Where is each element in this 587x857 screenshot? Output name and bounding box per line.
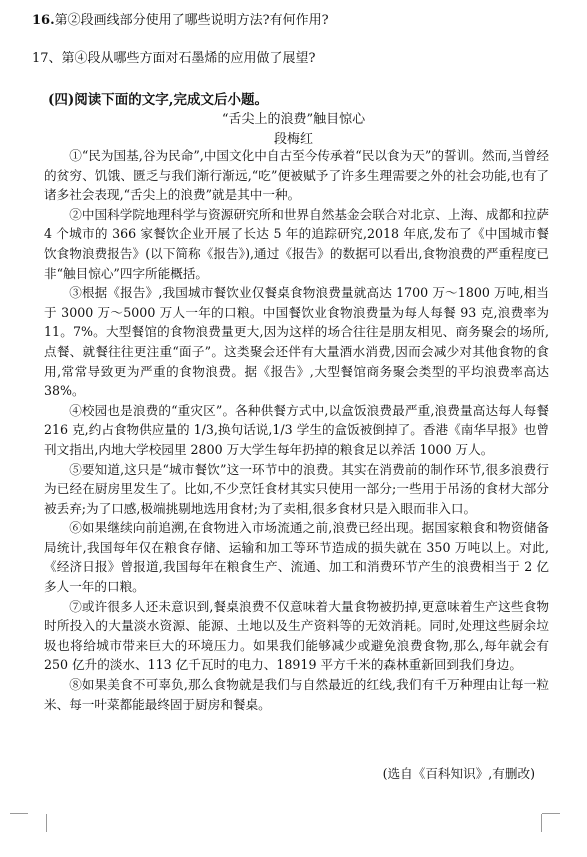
paragraph-5: ⑤要知道,这只是“城市餐饮”这一环节中的浪费。其实在消费前的制作环节,很多浪费行为已经在厨房里发生了。比如,不少烹饪食材其实只使用一部分;一些用于吊汤的食材大部分被丢弃;为了口感,极端挑剔地选用食材;为了卖相,很多食材只是入眼而非入口。 [44,461,549,516]
question-16-number: 16. [32,13,55,28]
section-heading: (四)阅读下面的文字,完成文后小题。 [48,92,268,108]
paragraph-8: ⑧如果美食不可辜负,那么食物就是我们与自然最近的红线,我们有千万种理由让每一粒米、每一叶菜都能最终固于厨房和餐桌。 [44,677,549,712]
question-17: 17、第④段从哪些方面对石墨烯的应用做了展望? [32,51,316,66]
crop-mark-bottom-right-horizontal [542,813,560,815]
article-source: (选自《百科知识》,有删改) [382,766,535,781]
article-author: 段梅红 [273,132,313,147]
crop-mark-bottom-left [28,814,47,832]
crop-mark-bottom-right [541,814,560,832]
paragraph-7: ⑦或许很多人还未意识到,餐桌浪费不仅意味着大量食物被扔掉,更意味着生产这些食物时所投入的大量淡水资源、能源、土地以及生产资料等的无效消耗。同时,处理这些厨余垃圾也将给城市带来巨大的环境压力。如果我们能够减少或避免浪费食物,那么,每年就会有 250 亿升的淡水、113 亿千瓦时的电力、18919 平方千米的森林重新回到我们身边。 [44,598,549,673]
paragraph-2: ②中国科学院地理科学与资源研究所和世界自然基金会联合对北京、上海、成都和拉萨 4 个城市的 366 家餐饮企业开展了长达 5 年的追踪研究,2018 年底,发布了《中国城市餐饮食物浪费报告》(以下简称《报告》),通过《报告》的数据可以看出,食物浪费的严重程度已非“触目惊心”四字所能概括。 [44,206,549,281]
article-title: “舌尖上的浪费”触目惊心 [221,112,366,127]
paragraph-6: ⑥如果继续向前追溯,在食物进入市场流通之前,浪费已经出现。据国家粮食和物资储备局统计,我国每年仅在粮食存储、运输和加工等环节造成的损失就在 350 万吨以上。对此,《经济日报》曾报道,我国每年在粮食生产、流通、加工和消费环节产生的浪费相当于 2 亿多人一年的口粮。 [44,520,549,595]
crop-mark-bottom-left-horizontal [10,813,28,815]
paragraph-4: ④校园也是浪费的“重灾区”。各种供餐方式中,以盒饭浪费最严重,浪费量高达每人每餐 216 克,约占食物供应量的 1/3,换句话说,1/3 学生的盒饭被倒掉了。香港《南华早报》也曾刊文指出,内地大学校园里 2800 万大学生每年扔掉的粮食足以养活 1000 万人。 [44,402,549,457]
question-16-text: 第②段画线部分使用了哪些说明方法?有何作用? [54,13,329,28]
paragraph-1: ①“民为国基,谷为民命”,中国文化中自古至今传承着“民以食为天”的誓训。然而,当曾经的贫穷、饥饿、匮乏与我们渐行渐远,“吃”便被赋予了许多生理需要之外的社会功能,也有了诸多社会表现,“舌尖上的浪费”就是其中一种。 [44,148,549,203]
paragraph-3: ③根据《报告》,我国城市餐饮业仅餐桌食物浪费量就高达 1700 万～1800 万吨,相当于 3000 万～5000 万人一年的口粮。中国餐饮业食物浪费量为每人每餐 93 克,浪费率为 11。7%。大型餐馆的食物浪费量更大,因为这样的场合往往是朋友相见、商务聚会的场所,点餐、就餐往往更注重“面子”。这类聚会还伴有大量酒水消费,因而会减少对其他食物的食用,常常导致更为严重的食物浪费。据《报告》,大型餐馆商务聚会类型的平均浪费率高达 38%。 [44,285,549,399]
article-body [44,146,549,714]
question-16 [32,12,329,30]
